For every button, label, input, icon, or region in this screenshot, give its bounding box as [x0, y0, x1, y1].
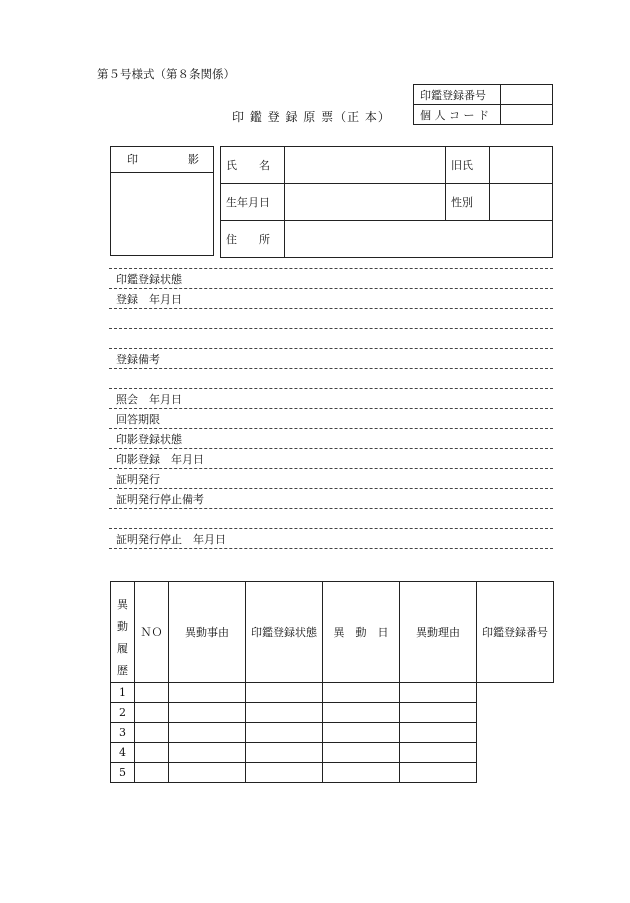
registration-number-field[interactable]: [501, 85, 553, 105]
seal-impression-header: [111, 147, 213, 173]
record-row[interactable]: [109, 468, 553, 488]
address-label: 住 所: [221, 221, 285, 258]
history-cell[interactable]: [323, 703, 400, 723]
history-row-number: 4: [111, 743, 135, 763]
record-label: 回答期限: [116, 413, 160, 426]
history-row-number: 3: [111, 723, 135, 743]
personal-info-table: [220, 146, 553, 258]
history-cell[interactable]: [400, 683, 477, 703]
history-cell[interactable]: [400, 723, 477, 743]
personal-code-field[interactable]: [501, 105, 553, 125]
history-header-row: [111, 582, 554, 683]
sex-label: 性別: [446, 184, 490, 221]
record-row[interactable]: [109, 428, 553, 448]
sex-field[interactable]: [490, 184, 553, 221]
registration-number-label: 印鑑登録番号: [414, 85, 501, 105]
history-row-number: 2: [111, 703, 135, 723]
history-header-reason: 異動事由: [169, 582, 246, 683]
history-cell[interactable]: [135, 763, 169, 783]
history-side-char: 異: [117, 598, 128, 611]
seal-label-right: 影: [188, 153, 199, 166]
record-row[interactable]: [109, 488, 553, 508]
record-row[interactable]: [109, 408, 553, 428]
record-label: 証明発行: [116, 473, 160, 486]
history-cell[interactable]: [323, 723, 400, 743]
record-label: 印鑑登録状態: [116, 273, 182, 286]
record-row[interactable]: [109, 388, 553, 408]
registration-number-table: [413, 84, 553, 125]
history-cell[interactable]: [169, 743, 246, 763]
seal-label-left: 印: [127, 153, 138, 166]
former-name-label: 旧氏: [446, 147, 490, 184]
history-cell[interactable]: [246, 743, 323, 763]
history-cell[interactable]: [246, 763, 323, 783]
history-row-number: 5: [111, 763, 135, 783]
record-divider: [109, 548, 553, 549]
personal-code-label: 個 人 コ ー ド: [414, 105, 501, 125]
history-header-no: ＮＯ: [135, 582, 169, 683]
history-cell[interactable]: [323, 743, 400, 763]
history-row: [111, 703, 554, 723]
seal-impression-box: [110, 146, 214, 256]
registration-number-row: [414, 85, 553, 105]
record-row[interactable]: [109, 368, 553, 388]
history-row: [111, 763, 554, 783]
change-history-table: [110, 581, 554, 783]
birth-date-field[interactable]: [285, 184, 446, 221]
history-side-char: 歴: [117, 664, 128, 677]
name-field[interactable]: [285, 147, 446, 184]
record-label: 証明発行停止備考: [116, 493, 204, 506]
history-header-status: 印鑑登録状態: [246, 582, 323, 683]
history-side-char: 履: [117, 642, 128, 655]
record-row[interactable]: [109, 448, 553, 468]
history-cell[interactable]: [169, 703, 246, 723]
history-cell[interactable]: [246, 683, 323, 703]
history-side-char: 動: [117, 620, 128, 633]
record-label: 証明発行停止 年月日: [116, 533, 226, 546]
history-cell[interactable]: [169, 723, 246, 743]
record-label: 登録 年月日: [116, 293, 182, 306]
history-row: [111, 683, 554, 703]
record-row[interactable]: [109, 308, 553, 328]
history-cell[interactable]: [323, 683, 400, 703]
history-row-number: 1: [111, 683, 135, 703]
record-row[interactable]: [109, 328, 553, 348]
record-row[interactable]: [109, 268, 553, 288]
history-cell[interactable]: [400, 743, 477, 763]
history-row: [111, 723, 554, 743]
document-title: 印 鑑 登 録 原 票（正 本）: [232, 110, 391, 124]
history-cell[interactable]: [400, 763, 477, 783]
personal-code-row: [414, 105, 553, 125]
history-cell[interactable]: [169, 683, 246, 703]
address-field[interactable]: [285, 221, 553, 258]
history-header-date: 異 動 日: [323, 582, 400, 683]
history-cell[interactable]: [246, 703, 323, 723]
record-label: 照会 年月日: [116, 393, 182, 406]
history-cell[interactable]: [135, 743, 169, 763]
history-header-number: 印鑑登録番号: [477, 582, 554, 683]
history-cell[interactable]: [400, 703, 477, 723]
history-cell[interactable]: [135, 723, 169, 743]
history-cell[interactable]: [323, 763, 400, 783]
history-cell[interactable]: [135, 703, 169, 723]
history-header-cause: 異動理由: [400, 582, 477, 683]
record-label: 印影登録 年月日: [116, 453, 204, 466]
former-name-field[interactable]: [490, 147, 553, 184]
record-row[interactable]: [109, 528, 553, 548]
birth-date-label: 生年月日: [221, 184, 285, 221]
name-label: 氏 名: [221, 147, 285, 184]
record-row[interactable]: [109, 508, 553, 528]
history-row: [111, 743, 554, 763]
history-cell[interactable]: [246, 723, 323, 743]
record-row[interactable]: [109, 288, 553, 308]
record-label: 印影登録状態: [116, 433, 182, 446]
history-cell[interactable]: [135, 683, 169, 703]
record-row[interactable]: [109, 348, 553, 368]
history-side-label: [111, 582, 135, 683]
record-label: 登録備考: [116, 353, 160, 366]
form-number-label: 第５号様式（第８条関係）: [97, 67, 235, 81]
history-cell[interactable]: [169, 763, 246, 783]
